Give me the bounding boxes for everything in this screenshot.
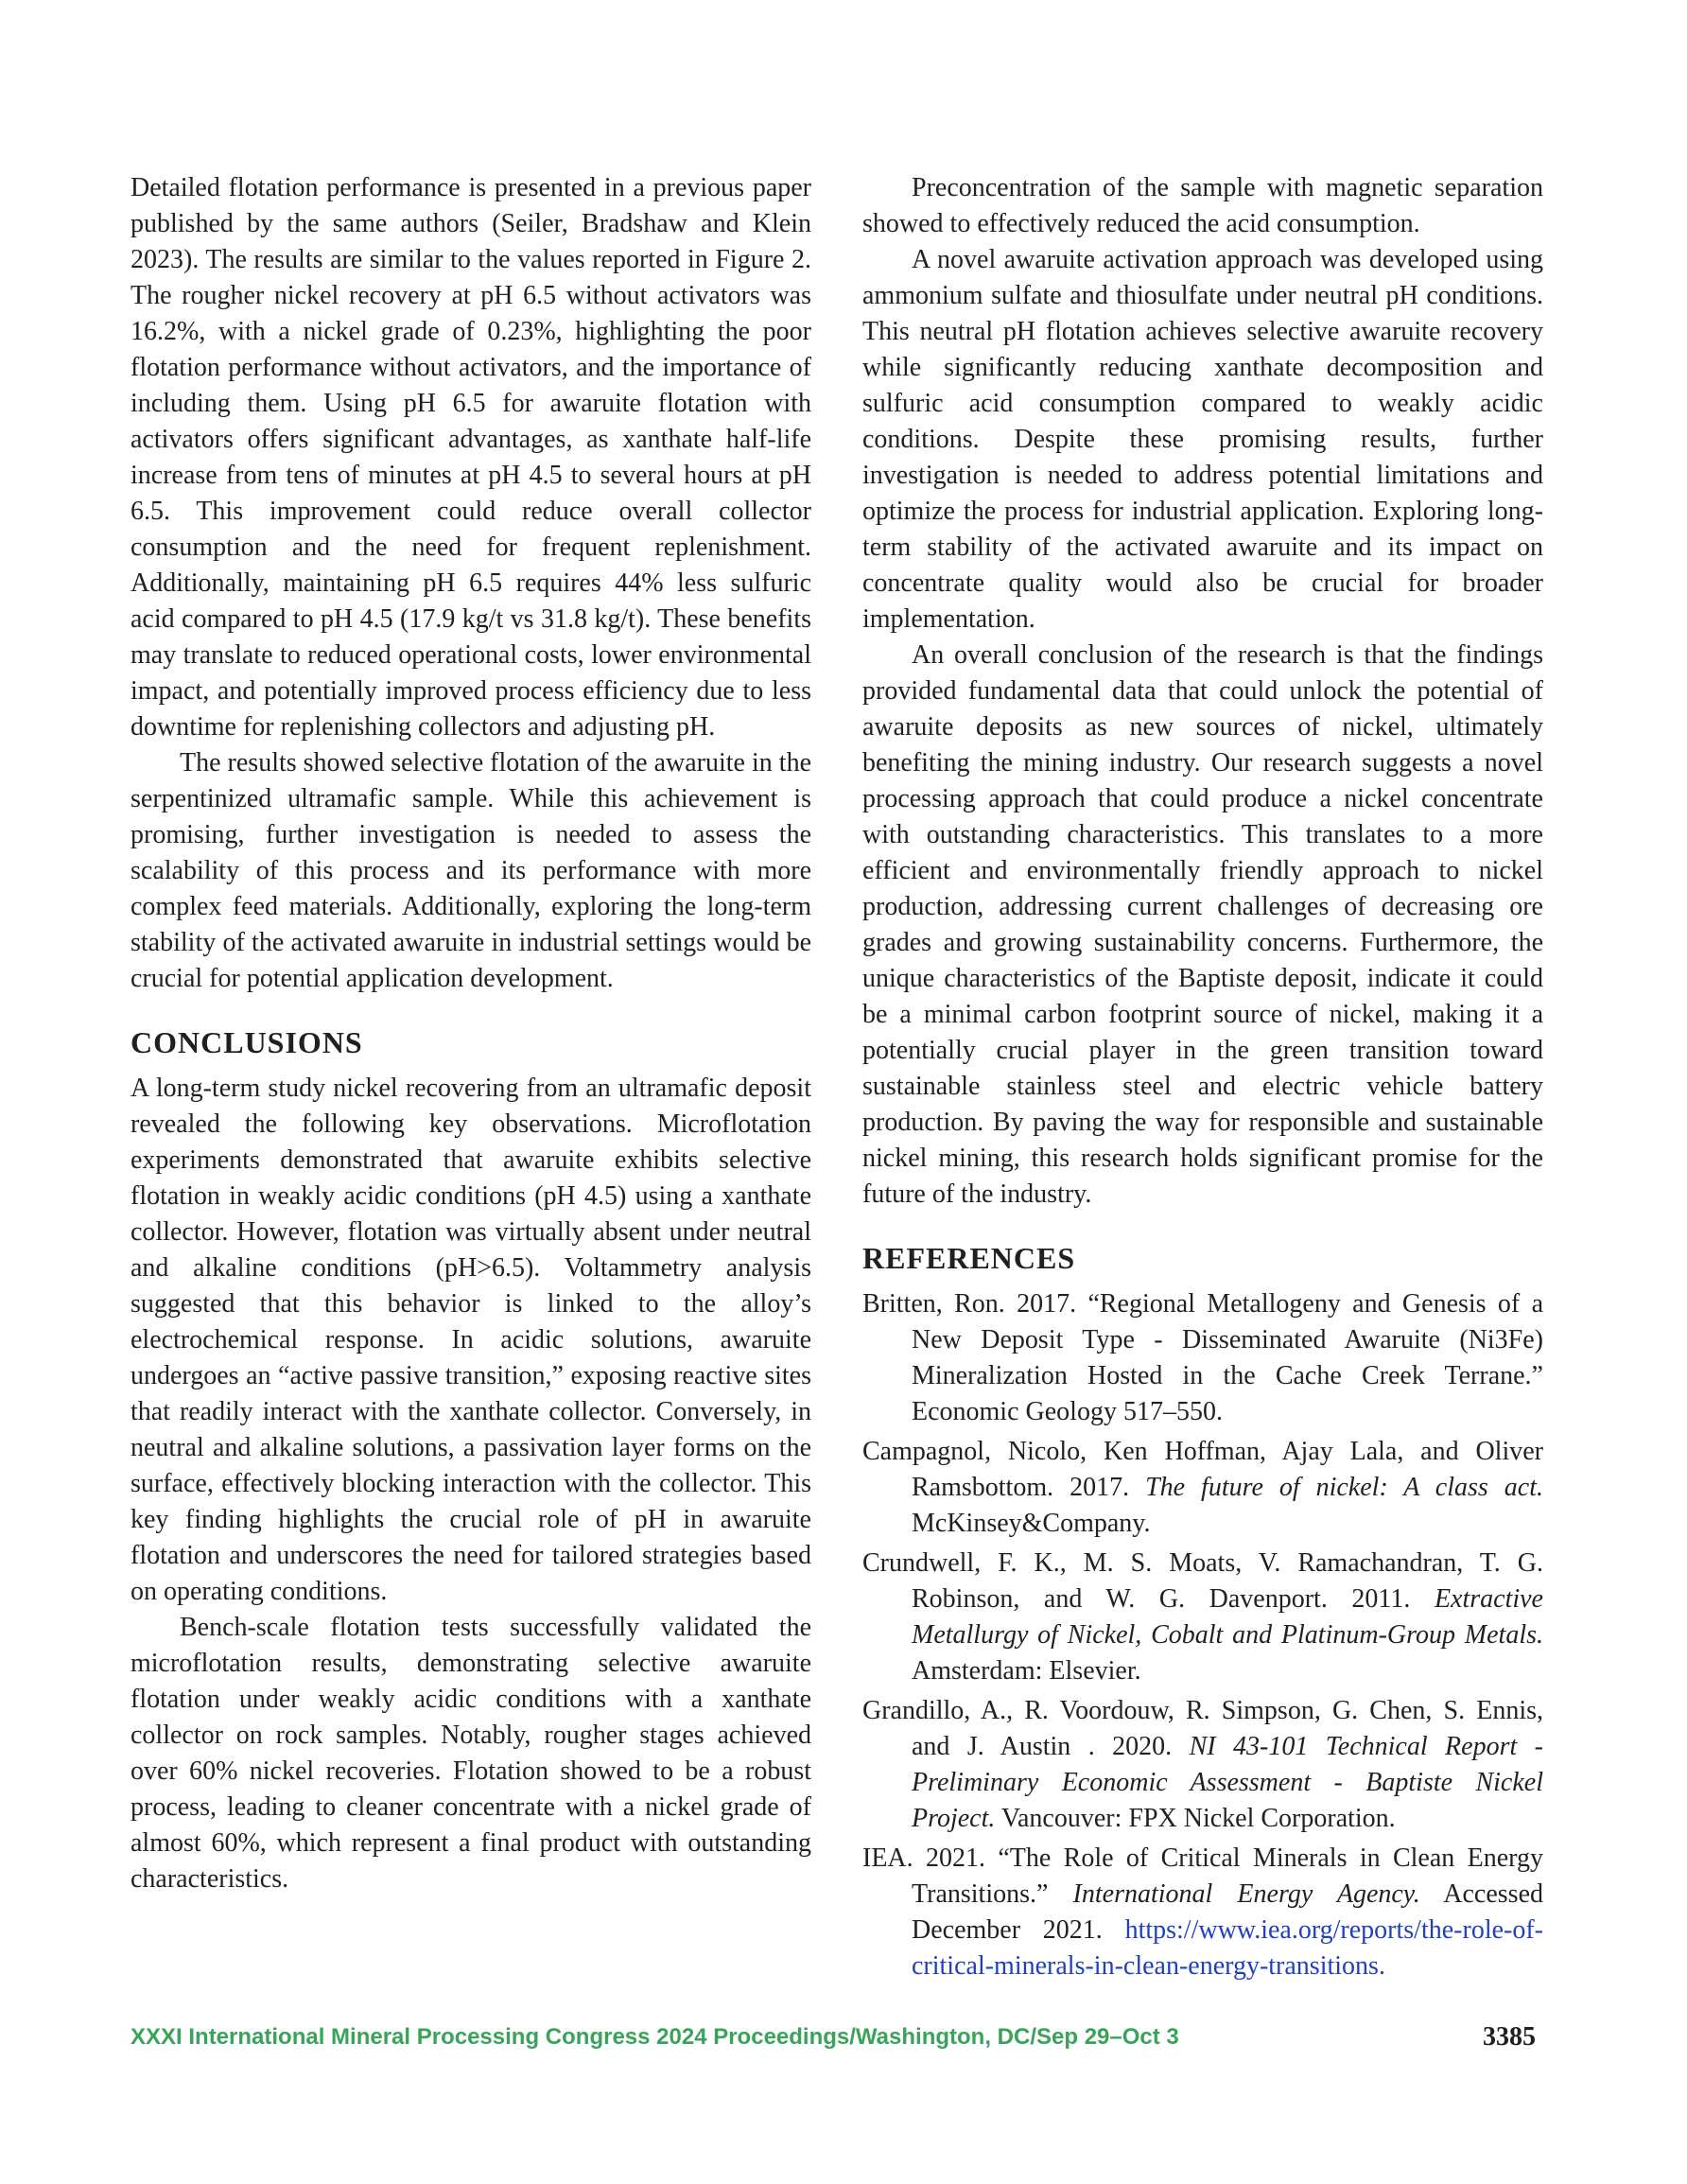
page-number: 3385 bbox=[1483, 2022, 1536, 2052]
right-column bbox=[862, 170, 1543, 1988]
body-paragraph: A long-term study nickel recovering from an ultramafic deposit revealed the following key observations. Microflotation experiments demonstrated that awaruite exhibits selective flotation in weakly acidic conditions (pH 4.5) using a xanthate collector. However, flotation was virtually absent under neutral and alkaline conditions (pH>6.5). Voltammetry analysis suggested that this behavior is linked to the alloy’s electrochemical response. In acidic solutions, awaruite undergoes an “active passive transition,” exposing reactive sites that readily interact with the xanthate collector. Conversely, in neutral and alkaline solutions, a passivation layer forms on the surface, effectively blocking interaction with the collector. This key finding highlights the crucial role of pH in awaruite flotation and underscores the need for tailored strategies based on operating conditions. bbox=[130, 1074, 811, 1606]
reference-item bbox=[862, 1693, 1543, 1837]
reference-link[interactable]: https://www.iea.org/reports/the-role-of-critical-minerals-in-clean-energy-transitions. bbox=[912, 1915, 1543, 1981]
reference-text: Grandillo, A., R. Voordouw, R. Simpson, G. Chen, S. Ennis, and J. Austin . 2020. bbox=[862, 1696, 1543, 1761]
reference-title: The future of nickel: A class act. bbox=[1145, 1473, 1543, 1502]
reference-text: Vancouver: FPX Nickel Corporation. bbox=[995, 1804, 1396, 1833]
reference-text: Accessed December 2021. bbox=[912, 1879, 1543, 1945]
reference-title: Extractive Metallurgy of Nickel, Cobalt and Platinum-Group Metals. bbox=[912, 1584, 1543, 1650]
body-paragraph: Preconcentration of the sample with magnetic separation showed to effectively reduced the acid consumption. bbox=[862, 173, 1543, 238]
page-footer bbox=[130, 2024, 1549, 2062]
reference-text: IEA. 2021. “The Role of Critical Minerals in Clean Energy Transitions.” bbox=[862, 1843, 1543, 1909]
reference-title: International Energy Agency. bbox=[1072, 1879, 1420, 1909]
reference-list bbox=[862, 1286, 1543, 1984]
reference-text: Crundwell, F. K., M. S. Moats, V. Ramachandran, T. G. Robinson, and W. G. Davenport. 2011. bbox=[862, 1548, 1543, 1614]
reference-text: Amsterdam: Elsevier. bbox=[912, 1656, 1141, 1686]
references-heading: REFERENCES bbox=[862, 1241, 1076, 1275]
reference-item bbox=[862, 1286, 1543, 1430]
reference-text: Campagnol, Nicolo, Ken Hoffman, Ajay Lala, and Oliver Ramsbottom. 2017. bbox=[862, 1437, 1543, 1502]
body-paragraph: A novel awaruite activation approach was developed using ammonium sulfate and thiosulfate under neutral pH conditions. This neutral pH flotation achieves selective awaruite recovery while significantly reducing xanthate decomposition and sulfuric acid consumption compared to weakly acidic conditions. Despite these promising results, further investigation is needed to address potential limitations and optimize the process for industrial application. Exploring long-term stability of the activated awaruite and its impact on concentrate quality would also be crucial for broader implementation. bbox=[862, 245, 1543, 634]
body-paragraph: Bench-scale flotation tests successfully validated the microflotation results, demonstrating selective awaruite flotation under weakly acidic conditions with a xanthate collector on rock samples. Notably, rougher stages achieved over 60% nickel recoveries. Flotation showed to be a robust process, leading to cleaner concentrate with a nickel grade of almost 60%, which represent a final product with outstanding characteristics. bbox=[130, 1613, 811, 1894]
reference-item bbox=[862, 1434, 1543, 1542]
footer-conference-title: XXXI International Mineral Processing Congress 2024 Proceedings/Washington, DC/Sep 29–Oct 3 bbox=[130, 2024, 1179, 2050]
reference-text: Britten, Ron. 2017. “Regional Metallogeny and Genesis of a New Deposit Type - Disseminated Awaruite (Ni3Fe) Mineralization Hosted in the Cache Creek Terrane.” Economic Geology 517–550. bbox=[862, 1289, 1543, 1426]
body-paragraph: An overall conclusion of the research is that the findings provided fundamental data that could unlock the potential of awaruite deposits as new sources of nickel, ultimately benefiting the mining industry. Our research suggests a novel processing approach that could produce a nickel concentrate with outstanding characteristics. This translates to a more efficient and environmentally friendly approach to nickel production, addressing current challenges of decreasing ore grades and growing sustainability concerns. Furthermore, the unique characteristics of the Baptiste deposit, indicate it could be a minimal carbon footprint source of nickel, making it a potentially crucial player in the green transition toward sustainable stainless steel and electric vehicle battery production. By paving the way for responsible and sustainable nickel mining, this research holds significant promise for the future of the industry. bbox=[862, 640, 1543, 1209]
reference-item bbox=[862, 1841, 1543, 1984]
reference-item bbox=[862, 1546, 1543, 1689]
conclusions-heading: CONCLUSIONS bbox=[130, 1025, 363, 1059]
reference-title: NI 43-101 Technical Report - Preliminary Economic Assessment - Baptiste Nickel Project. bbox=[912, 1732, 1543, 1833]
left-column bbox=[130, 170, 811, 1897]
body-paragraph: Detailed flotation performance is presented in a previous paper published by the same authors (Seiler, Bradshaw and Klein 2023). The results are similar to the values reported in Figure 2. The rougher nickel recovery at pH 6.5 without activators was 16.2%, with a nickel grade of 0.23%, highlighting the poor flotation performance without activators, and the importance of including them. Using pH 6.5 for awaruite flotation with activators offers significant advantages, as xanthate half-life increase from tens of minutes at pH 4.5 to several hours at pH 6.5. This improvement could reduce overall collector consumption and the need for frequent replenishment. Additionally, maintaining pH 6.5 requires 44% less sulfuric acid compared to pH 4.5 (17.9 kg/t vs 31.8 kg/t). These benefits may translate to reduced operational costs, lower environmental impact, and potentially improved process efficiency due to less downtime for replenishing collectors and adjusting pH. bbox=[130, 173, 811, 742]
body-paragraph: The results showed selective flotation of the awaruite in the serpentinized ultramafic sample. While this achievement is promising, further investigation is needed to assess the scalability of this process and its performance with more complex feed materials. Additionally, exploring the long-term stability of the activated awaruite in industrial settings would be crucial for potential application development. bbox=[130, 748, 811, 993]
reference-text: McKinsey&Company. bbox=[912, 1509, 1151, 1538]
